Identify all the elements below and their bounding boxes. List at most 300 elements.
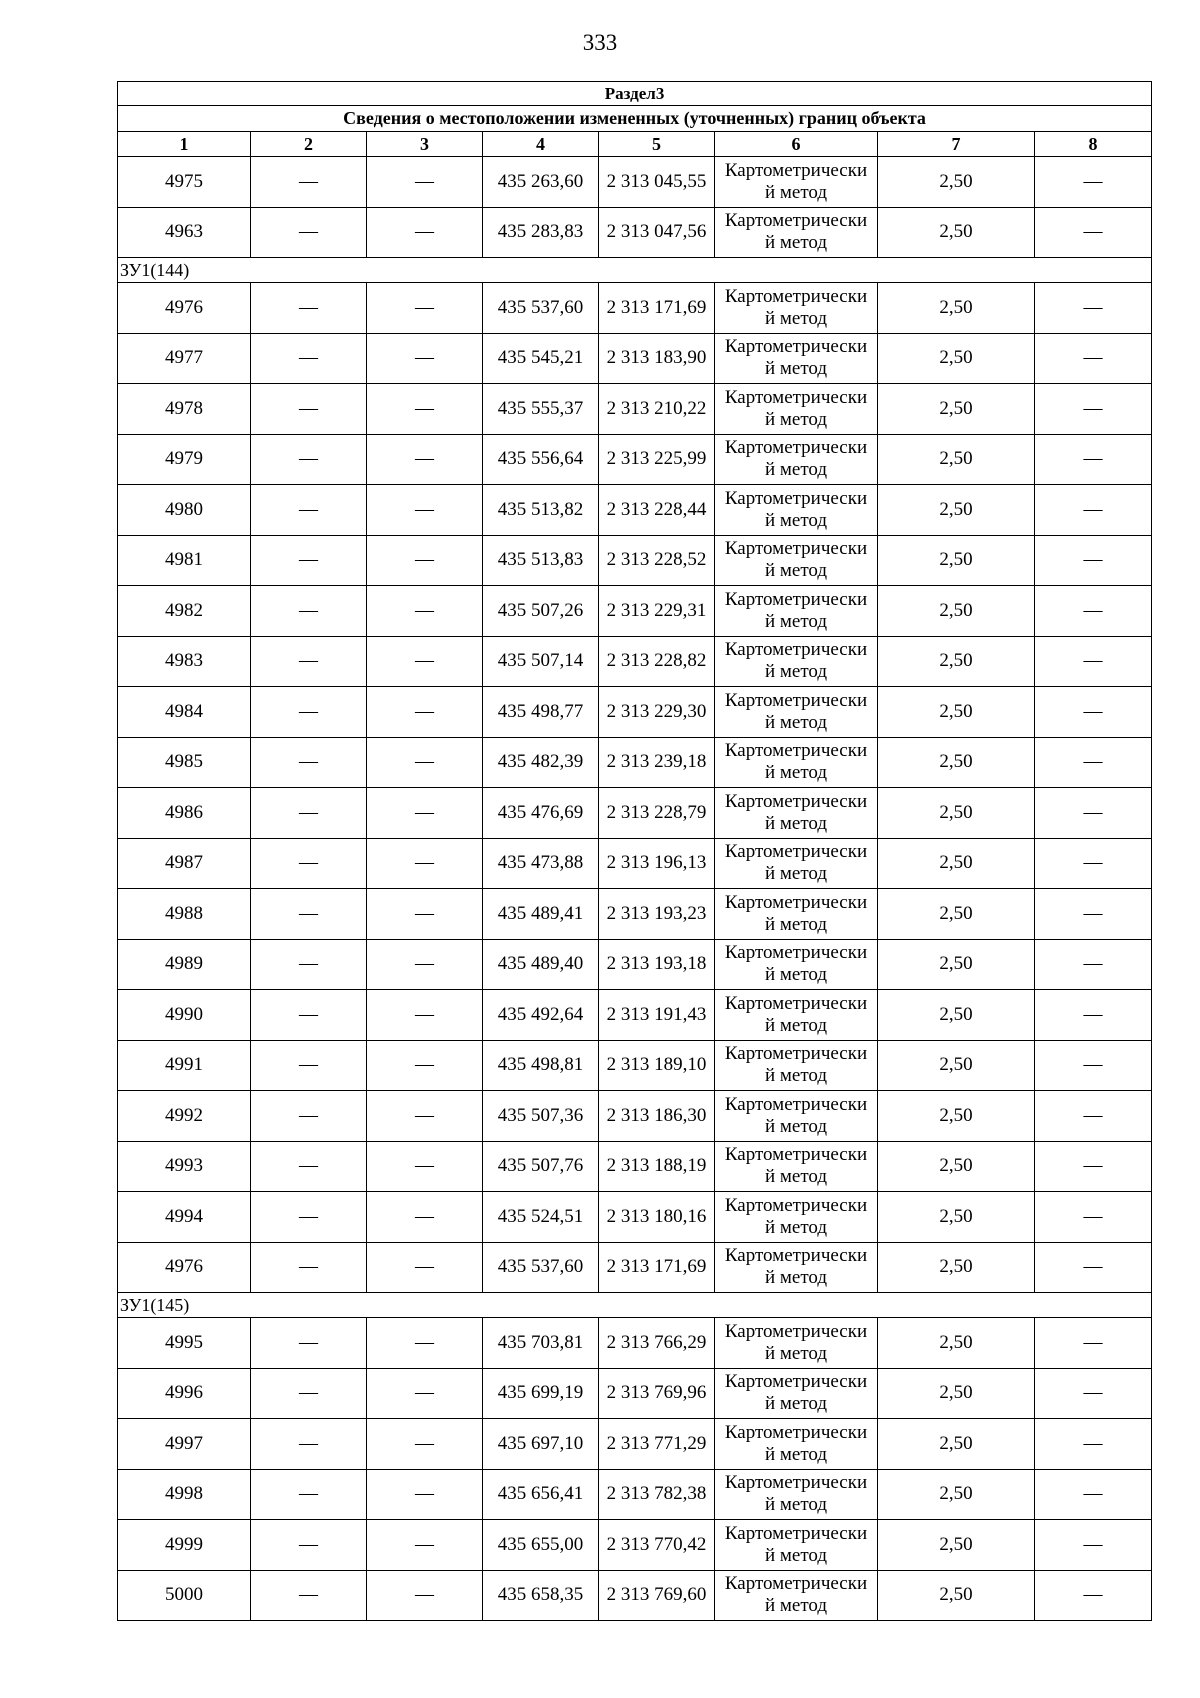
section-row (118, 82, 1152, 106)
method-line-2: й метод (764, 307, 828, 329)
table-row (118, 1242, 1152, 1293)
method-line-1: Картометрически (724, 1371, 868, 1393)
y-coordinate-cell: 2 313 766,29 (599, 1318, 715, 1369)
column-3-cell: — (367, 1469, 483, 1520)
column-2-cell: — (251, 434, 367, 485)
table-row (118, 535, 1152, 586)
column-number-header: 1 (118, 132, 251, 157)
column-3-cell: — (367, 384, 483, 435)
x-coordinate-cell: 435 699,19 (483, 1368, 599, 1419)
method-line-1: Картометрически (724, 1043, 868, 1065)
column-3-cell: — (367, 586, 483, 637)
column-2-cell: — (251, 1469, 367, 1520)
table-title: Сведения о местоположении измененных (уточненных) границ объекта (118, 106, 1152, 132)
method-line-2: й метод (764, 661, 828, 683)
method-cell (715, 485, 878, 536)
point-number-cell: 4975 (118, 157, 251, 208)
accuracy-cell: 2,50 (878, 939, 1035, 990)
column-3-cell: — (367, 687, 483, 738)
group-label: ЗУ1(145) (118, 1293, 1152, 1318)
column-3-cell: — (367, 485, 483, 536)
method-cell (715, 1091, 878, 1142)
x-coordinate-cell: 435 656,41 (483, 1469, 599, 1520)
table-row (118, 333, 1152, 384)
column-8-cell: — (1035, 737, 1152, 788)
accuracy-cell: 2,50 (878, 990, 1035, 1041)
x-coordinate-cell: 435 658,35 (483, 1570, 599, 1621)
column-2-cell: — (251, 636, 367, 687)
column-2-cell: — (251, 990, 367, 1041)
column-number-header: 7 (878, 132, 1035, 157)
method-line-1: Картометрически (724, 1472, 868, 1494)
accuracy-cell: 2,50 (878, 1318, 1035, 1369)
method-cell (715, 1419, 878, 1470)
boundary-coordinates-table (117, 81, 1152, 1621)
column-number-row (118, 132, 1152, 157)
column-3-cell: — (367, 157, 483, 208)
method-line-2: й метод (764, 1166, 828, 1188)
method-line-2: й метод (764, 509, 828, 531)
point-number-cell: 4976 (118, 283, 251, 334)
y-coordinate-cell: 2 313 228,79 (599, 788, 715, 839)
method-line-1: Картометрически (724, 285, 868, 307)
y-coordinate-cell: 2 313 183,90 (599, 333, 715, 384)
column-2-cell: — (251, 687, 367, 738)
method-cell (715, 535, 878, 586)
column-3-cell: — (367, 1040, 483, 1091)
x-coordinate-cell: 435 507,14 (483, 636, 599, 687)
method-line-1: Картометрически (724, 639, 868, 661)
column-8-cell: — (1035, 535, 1152, 586)
method-line-2: й метод (764, 1065, 828, 1087)
column-3-cell: — (367, 636, 483, 687)
table-row (118, 737, 1152, 788)
table-row (118, 434, 1152, 485)
x-coordinate-cell: 435 492,64 (483, 990, 599, 1041)
column-3-cell: — (367, 1368, 483, 1419)
method-line-1: Картометрически (724, 437, 868, 459)
column-3-cell: — (367, 1419, 483, 1470)
x-coordinate-cell: 435 507,36 (483, 1091, 599, 1142)
column-number-header: 8 (1035, 132, 1152, 157)
method-line-2: й метод (764, 964, 828, 986)
y-coordinate-cell: 2 313 189,10 (599, 1040, 715, 1091)
column-8-cell: — (1035, 1419, 1152, 1470)
accuracy-cell: 2,50 (878, 1469, 1035, 1520)
column-8-cell: — (1035, 939, 1152, 990)
point-number-cell: 4992 (118, 1091, 251, 1142)
point-number-cell: 4988 (118, 889, 251, 940)
column-3-cell: — (367, 737, 483, 788)
method-line-2: й метод (764, 812, 828, 834)
point-number-cell: 4985 (118, 737, 251, 788)
accuracy-cell: 2,50 (878, 737, 1035, 788)
point-number-cell: 5000 (118, 1570, 251, 1621)
method-line-2: й метод (764, 1115, 828, 1137)
accuracy-cell: 2,50 (878, 1368, 1035, 1419)
table-row (118, 1368, 1152, 1419)
column-2-cell: — (251, 1091, 367, 1142)
point-number-cell: 4982 (118, 586, 251, 637)
x-coordinate-cell: 435 498,81 (483, 1040, 599, 1091)
column-number-header: 2 (251, 132, 367, 157)
method-line-1: Картометрически (724, 740, 868, 762)
accuracy-cell: 2,50 (878, 1419, 1035, 1470)
method-line-1: Картометрически (724, 1093, 868, 1115)
accuracy-cell: 2,50 (878, 1242, 1035, 1293)
method-cell (715, 384, 878, 435)
method-cell (715, 586, 878, 637)
table-row (118, 939, 1152, 990)
column-2-cell: — (251, 1192, 367, 1243)
column-2-cell: — (251, 1318, 367, 1369)
y-coordinate-cell: 2 313 239,18 (599, 737, 715, 788)
method-cell (715, 939, 878, 990)
method-line-1: Картометрически (724, 790, 868, 812)
method-line-1: Картометрически (724, 1144, 868, 1166)
point-number-cell: 4997 (118, 1419, 251, 1470)
accuracy-cell: 2,50 (878, 586, 1035, 637)
accuracy-cell: 2,50 (878, 485, 1035, 536)
method-line-1: Картометрически (724, 336, 868, 358)
method-line-2: й метод (764, 1393, 828, 1415)
column-3-cell: — (367, 207, 483, 258)
accuracy-cell: 2,50 (878, 1570, 1035, 1621)
table-row (118, 990, 1152, 1041)
column-2-cell: — (251, 939, 367, 990)
column-3-cell: — (367, 1318, 483, 1369)
y-coordinate-cell: 2 313 229,30 (599, 687, 715, 738)
x-coordinate-cell: 435 489,41 (483, 889, 599, 940)
method-cell (715, 283, 878, 334)
x-coordinate-cell: 435 507,26 (483, 586, 599, 637)
table-row (118, 1318, 1152, 1369)
column-2-cell: — (251, 1520, 367, 1571)
x-coordinate-cell: 435 537,60 (483, 283, 599, 334)
column-8-cell: — (1035, 687, 1152, 738)
column-2-cell: — (251, 333, 367, 384)
method-cell (715, 1040, 878, 1091)
table-row (118, 1469, 1152, 1520)
point-number-cell: 4987 (118, 838, 251, 889)
column-2-cell: — (251, 586, 367, 637)
x-coordinate-cell: 435 473,88 (483, 838, 599, 889)
column-3-cell: — (367, 333, 483, 384)
method-cell (715, 838, 878, 889)
point-number-cell: 4995 (118, 1318, 251, 1369)
y-coordinate-cell: 2 313 186,30 (599, 1091, 715, 1142)
method-cell (715, 1469, 878, 1520)
method-line-1: Картометрически (724, 942, 868, 964)
column-8-cell: — (1035, 636, 1152, 687)
table-row (118, 1520, 1152, 1571)
table-row (118, 687, 1152, 738)
point-number-cell: 4991 (118, 1040, 251, 1091)
table-row (118, 788, 1152, 839)
y-coordinate-cell: 2 313 229,31 (599, 586, 715, 637)
column-3-cell: — (367, 990, 483, 1041)
y-coordinate-cell: 2 313 228,52 (599, 535, 715, 586)
table-row (118, 889, 1152, 940)
method-line-1: Картометрически (724, 210, 868, 232)
point-number-cell: 4999 (118, 1520, 251, 1571)
column-3-cell: — (367, 1242, 483, 1293)
point-number-cell: 4984 (118, 687, 251, 738)
method-line-2: й метод (764, 1494, 828, 1516)
column-3-cell: — (367, 788, 483, 839)
column-8-cell: — (1035, 586, 1152, 637)
y-coordinate-cell: 2 313 769,60 (599, 1570, 715, 1621)
method-line-2: й метод (764, 1267, 828, 1289)
method-cell (715, 207, 878, 258)
column-2-cell: — (251, 1419, 367, 1470)
method-line-1: Картометрически (724, 841, 868, 863)
column-3-cell: — (367, 889, 483, 940)
column-8-cell: — (1035, 889, 1152, 940)
point-number-cell: 4978 (118, 384, 251, 435)
column-8-cell: — (1035, 1242, 1152, 1293)
accuracy-cell: 2,50 (878, 1520, 1035, 1571)
x-coordinate-cell: 435 476,69 (483, 788, 599, 839)
column-8-cell: — (1035, 990, 1152, 1041)
x-coordinate-cell: 435 489,40 (483, 939, 599, 990)
table-row (118, 1192, 1152, 1243)
method-line-1: Картометрически (724, 689, 868, 711)
column-3-cell: — (367, 434, 483, 485)
accuracy-cell: 2,50 (878, 788, 1035, 839)
x-coordinate-cell: 435 537,60 (483, 1242, 599, 1293)
accuracy-cell: 2,50 (878, 384, 1035, 435)
y-coordinate-cell: 2 313 047,56 (599, 207, 715, 258)
column-8-cell: — (1035, 1520, 1152, 1571)
column-2-cell: — (251, 1570, 367, 1621)
point-number-cell: 4986 (118, 788, 251, 839)
point-number-cell: 4993 (118, 1141, 251, 1192)
accuracy-cell: 2,50 (878, 636, 1035, 687)
column-8-cell: — (1035, 333, 1152, 384)
table-row (118, 586, 1152, 637)
page-number: 333 (582, 30, 618, 55)
column-2-cell: — (251, 283, 367, 334)
y-coordinate-cell: 2 313 193,18 (599, 939, 715, 990)
column-2-cell: — (251, 207, 367, 258)
method-line-1: Картометрически (724, 992, 868, 1014)
table-row (118, 207, 1152, 258)
column-3-cell: — (367, 1520, 483, 1571)
y-coordinate-cell: 2 313 228,44 (599, 485, 715, 536)
point-number-cell: 4996 (118, 1368, 251, 1419)
x-coordinate-cell: 435 482,39 (483, 737, 599, 788)
method-cell (715, 1570, 878, 1621)
y-coordinate-cell: 2 313 770,42 (599, 1520, 715, 1571)
point-number-cell: 4977 (118, 333, 251, 384)
y-coordinate-cell: 2 313 171,69 (599, 1242, 715, 1293)
column-number-header: 5 (599, 132, 715, 157)
y-coordinate-cell: 2 313 171,69 (599, 283, 715, 334)
method-line-2: й метод (764, 1443, 828, 1465)
x-coordinate-cell: 435 263,60 (483, 157, 599, 208)
y-coordinate-cell: 2 313 180,16 (599, 1192, 715, 1243)
method-line-2: й метод (764, 1342, 828, 1364)
group-label: ЗУ1(144) (118, 258, 1152, 283)
y-coordinate-cell: 2 313 045,55 (599, 157, 715, 208)
table-row (118, 1040, 1152, 1091)
point-number-cell: 4983 (118, 636, 251, 687)
column-2-cell: — (251, 1141, 367, 1192)
y-coordinate-cell: 2 313 228,82 (599, 636, 715, 687)
method-cell (715, 687, 878, 738)
method-line-2: й метод (764, 610, 828, 632)
column-8-cell: — (1035, 485, 1152, 536)
method-line-2: й метод (764, 711, 828, 733)
method-line-1: Картометрически (724, 1522, 868, 1544)
x-coordinate-cell: 435 556,64 (483, 434, 599, 485)
method-cell (715, 1318, 878, 1369)
column-8-cell: — (1035, 1192, 1152, 1243)
column-2-cell: — (251, 384, 367, 435)
method-cell (715, 157, 878, 208)
method-line-1: Картометрически (724, 1320, 868, 1342)
column-8-cell: — (1035, 1570, 1152, 1621)
x-coordinate-cell: 435 283,83 (483, 207, 599, 258)
column-3-cell: — (367, 1091, 483, 1142)
column-2-cell: — (251, 1368, 367, 1419)
table-row (118, 1419, 1152, 1470)
column-3-cell: — (367, 1192, 483, 1243)
method-line-1: Картометрически (724, 487, 868, 509)
accuracy-cell: 2,50 (878, 333, 1035, 384)
accuracy-cell: 2,50 (878, 1192, 1035, 1243)
section-label: Раздел3 (118, 82, 1152, 106)
method-line-1: Картометрически (724, 1573, 868, 1595)
column-2-cell: — (251, 535, 367, 586)
point-number-cell: 4998 (118, 1469, 251, 1520)
column-8-cell: — (1035, 1469, 1152, 1520)
method-line-2: й метод (764, 181, 828, 203)
column-number-header: 4 (483, 132, 599, 157)
table-row (118, 157, 1152, 208)
point-number-cell: 4994 (118, 1192, 251, 1243)
accuracy-cell: 2,50 (878, 1091, 1035, 1142)
column-2-cell: — (251, 889, 367, 940)
accuracy-cell: 2,50 (878, 889, 1035, 940)
table-row (118, 838, 1152, 889)
column-3-cell: — (367, 1141, 483, 1192)
accuracy-cell: 2,50 (878, 687, 1035, 738)
y-coordinate-cell: 2 313 188,19 (599, 1141, 715, 1192)
column-8-cell: — (1035, 207, 1152, 258)
accuracy-cell: 2,50 (878, 434, 1035, 485)
x-coordinate-cell: 435 513,82 (483, 485, 599, 536)
column-2-cell: — (251, 485, 367, 536)
method-line-1: Картометрически (724, 1245, 868, 1267)
method-line-2: й метод (764, 408, 828, 430)
method-line-2: й метод (764, 1216, 828, 1238)
column-3-cell: — (367, 838, 483, 889)
y-coordinate-cell: 2 313 191,43 (599, 990, 715, 1041)
column-8-cell: — (1035, 434, 1152, 485)
method-line-2: й метод (764, 358, 828, 380)
method-line-1: Картометрически (724, 386, 868, 408)
column-number-header: 3 (367, 132, 483, 157)
y-coordinate-cell: 2 313 769,96 (599, 1368, 715, 1419)
method-cell (715, 990, 878, 1041)
table-row (118, 384, 1152, 435)
x-coordinate-cell: 435 545,21 (483, 333, 599, 384)
x-coordinate-cell: 435 524,51 (483, 1192, 599, 1243)
method-line-2: й метод (764, 1544, 828, 1566)
x-coordinate-cell: 435 555,37 (483, 384, 599, 435)
table-row (118, 1570, 1152, 1621)
method-line-2: й метод (764, 459, 828, 481)
method-line-2: й метод (764, 1595, 828, 1617)
column-8-cell: — (1035, 1040, 1152, 1091)
y-coordinate-cell: 2 313 196,13 (599, 838, 715, 889)
method-cell (715, 1192, 878, 1243)
method-line-1: Картометрически (724, 1194, 868, 1216)
accuracy-cell: 2,50 (878, 1040, 1035, 1091)
column-3-cell: — (367, 535, 483, 586)
table-title-row (118, 106, 1152, 132)
accuracy-cell: 2,50 (878, 207, 1035, 258)
column-8-cell: — (1035, 1141, 1152, 1192)
method-line-1: Картометрически (724, 538, 868, 560)
column-number-header: 6 (715, 132, 878, 157)
point-number-cell: 4990 (118, 990, 251, 1041)
method-cell (715, 1520, 878, 1571)
x-coordinate-cell: 435 507,76 (483, 1141, 599, 1192)
y-coordinate-cell: 2 313 782,38 (599, 1469, 715, 1520)
method-cell (715, 788, 878, 839)
x-coordinate-cell: 435 513,83 (483, 535, 599, 586)
accuracy-cell: 2,50 (878, 283, 1035, 334)
method-line-2: й метод (764, 913, 828, 935)
group-row (118, 258, 1152, 283)
column-3-cell: — (367, 939, 483, 990)
x-coordinate-cell: 435 655,00 (483, 1520, 599, 1571)
method-cell (715, 1242, 878, 1293)
x-coordinate-cell: 435 697,10 (483, 1419, 599, 1470)
point-number-cell: 4989 (118, 939, 251, 990)
y-coordinate-cell: 2 313 210,22 (599, 384, 715, 435)
table-row (118, 1091, 1152, 1142)
table-row (118, 485, 1152, 536)
method-cell (715, 737, 878, 788)
method-cell (715, 636, 878, 687)
column-3-cell: — (367, 1570, 483, 1621)
column-8-cell: — (1035, 157, 1152, 208)
column-8-cell: — (1035, 1368, 1152, 1419)
point-number-cell: 4976 (118, 1242, 251, 1293)
x-coordinate-cell: 435 498,77 (483, 687, 599, 738)
column-2-cell: — (251, 737, 367, 788)
column-2-cell: — (251, 788, 367, 839)
column-8-cell: — (1035, 838, 1152, 889)
y-coordinate-cell: 2 313 193,23 (599, 889, 715, 940)
point-number-cell: 4963 (118, 207, 251, 258)
method-line-1: Картометрически (724, 891, 868, 913)
method-line-2: й метод (764, 1014, 828, 1036)
method-line-1: Картометрически (724, 159, 868, 181)
column-2-cell: — (251, 157, 367, 208)
column-8-cell: — (1035, 1318, 1152, 1369)
table-row (118, 636, 1152, 687)
column-8-cell: — (1035, 1091, 1152, 1142)
method-line-2: й метод (764, 560, 828, 582)
table-row (118, 1141, 1152, 1192)
method-cell (715, 434, 878, 485)
accuracy-cell: 2,50 (878, 838, 1035, 889)
